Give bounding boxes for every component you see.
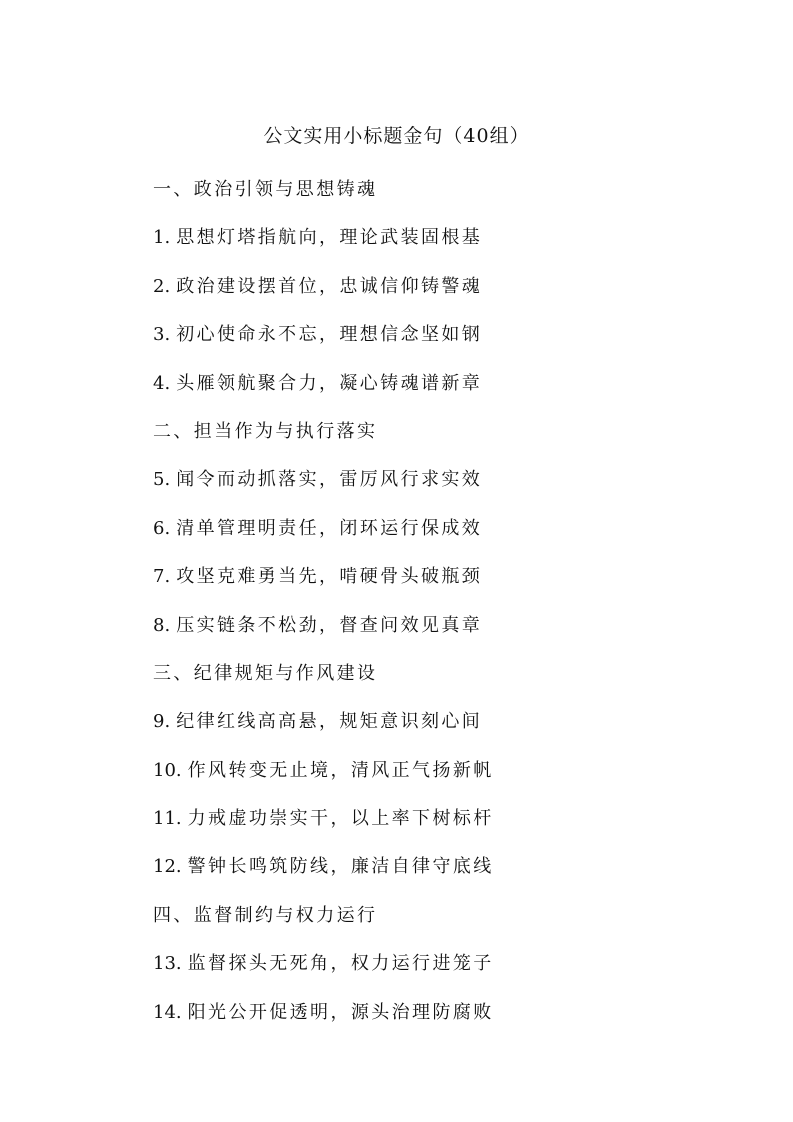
list-item — [153, 223, 753, 271]
item-text: 力戒虚功崇实干，以上率下树标杆 — [187, 808, 494, 830]
item-text: 监督探头无死角，权力运行进笼子 — [187, 953, 494, 975]
item-number: 4. — [153, 372, 171, 394]
document-title: 公文实用小标题金句（40组） — [263, 125, 530, 147]
list-item — [153, 611, 753, 659]
item-text: 初心使命永不忘，理想信念坚如钢 — [176, 324, 483, 346]
item-text: 纪律红线高高悬，规矩意识刻心间 — [176, 711, 483, 733]
document-body — [153, 175, 753, 1046]
section-heading-text: 一、政治引领与思想铸魂 — [153, 179, 378, 200]
list-item — [153, 272, 753, 320]
item-text: 警钟长鸣筑防线，廉洁自律守底线 — [187, 856, 494, 878]
list-item — [153, 369, 753, 417]
item-number: 3. — [153, 324, 171, 346]
section-heading — [153, 417, 753, 465]
section-heading — [153, 901, 753, 949]
item-text: 阳光公开促透明，源头治理防腐败 — [187, 1001, 494, 1023]
list-item — [153, 804, 753, 852]
item-text: 闻令而动抓落实，雷厉风行求实效 — [176, 469, 483, 491]
section-heading-text: 三、纪律规矩与作风建设 — [153, 662, 378, 684]
section-heading-text: 四、监督制约与权力运行 — [153, 904, 378, 926]
list-item — [153, 707, 753, 755]
item-text: 攻坚克难勇当先，啃硬骨头破瓶颈 — [176, 566, 483, 588]
list-item — [153, 320, 753, 368]
section-heading — [153, 659, 753, 707]
item-number: 10. — [153, 759, 182, 781]
list-item — [153, 998, 753, 1046]
item-number: 7. — [153, 566, 171, 588]
item-text: 压实链条不松劲，督查问效见真章 — [176, 614, 483, 636]
item-text: 头雁领航聚合力，凝心铸魂谱新章 — [176, 372, 483, 394]
item-number: 12. — [153, 856, 182, 878]
item-text: 清单管理明责任，闭环运行保成效 — [176, 517, 483, 539]
item-text: 政治建设摆首位，忠诚信仰铸警魂 — [176, 275, 483, 297]
item-number: 8. — [153, 614, 171, 636]
item-number: 9. — [153, 711, 171, 733]
item-number: 5. — [153, 469, 171, 491]
item-number: 14. — [153, 1001, 182, 1023]
section-heading — [153, 175, 753, 223]
list-item — [153, 949, 753, 997]
item-text: 思想灯塔指航向，理论武装固根基 — [176, 227, 483, 249]
item-number: 1. — [153, 227, 171, 249]
section-heading-text: 二、担当作为与执行落实 — [153, 420, 378, 442]
list-item — [153, 514, 753, 562]
list-item — [153, 562, 753, 610]
item-number: 11. — [153, 808, 182, 830]
item-number: 13. — [153, 953, 182, 975]
item-number: 2. — [153, 275, 171, 297]
list-item — [153, 852, 753, 900]
item-number: 6. — [153, 517, 171, 539]
list-item — [153, 465, 753, 513]
item-text: 作风转变无止境，清风正气扬新帆 — [187, 759, 494, 781]
list-item — [153, 756, 753, 804]
